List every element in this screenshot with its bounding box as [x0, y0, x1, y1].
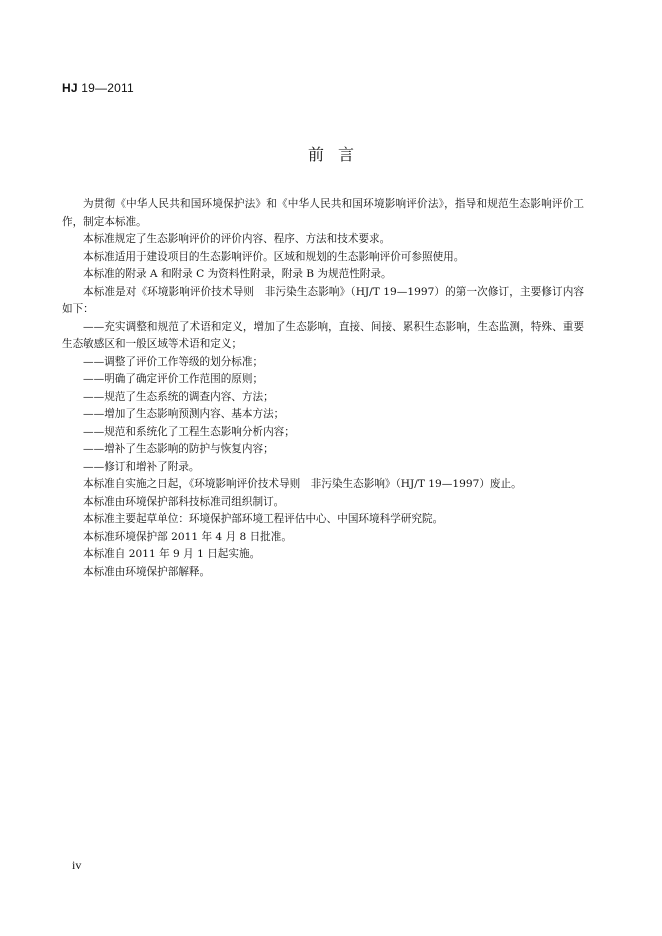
- paragraph-applicability: 本标准适用于建设项目的生态影响评价。区域和规划的生态影响评价可参照使用。: [83, 250, 465, 263]
- standard-code: HJ: [62, 81, 78, 95]
- revision-item: ——增加了生态影响预测内容、基本方法；: [83, 408, 285, 420]
- paragraph-supersedes: 本标准自实施之日起，《环境影响评价技术导则 非污染生态影响》（HJ/T 19—1997）废止。: [83, 478, 522, 490]
- paragraph-drafters: 本标准主要起草单位：环境保护部环境工程评估中心、中国环境科学研究院。: [83, 513, 444, 525]
- paragraph-appendices: 本标准的附录 A 和附录 C 为资料性附录，附录 B 为规范性附录。: [83, 268, 392, 280]
- revision-item: ——规范了生态系统的调查内容、方法；: [83, 390, 274, 403]
- paragraph-purpose: 为贯彻《中华人民共和国环境保护法》和《中华人民共和国环境影响评价法》，指导和规范生态影响评价工作，制定本标准。: [62, 198, 584, 228]
- foreword-body: [62, 196, 584, 581]
- paragraph-scope-content: 本标准规定了生态影响评价的评价内容、程序、方法和技术要求。: [83, 233, 391, 245]
- revision-item: ——明确了确定评价工作范围的原则；: [83, 373, 264, 385]
- revision-item: ——修订和增补了附录。: [83, 460, 200, 473]
- standard-number: 19—2011: [77, 81, 134, 95]
- revision-item: ——增补了生态影响的防护与恢复内容；: [83, 443, 274, 455]
- revision-item: ——规范和系统化了工程生态影响分析内容；: [83, 425, 295, 438]
- paragraph-approval-date: 本标准环境保护部 2011 年 4 月 8 日批准。: [83, 530, 292, 543]
- paragraph-interpretation: 本标准由环境保护部解释。: [83, 565, 211, 578]
- revision-item: ——调整了评价工作等级的划分标准；: [83, 355, 264, 368]
- paragraph-effective-date: 本标准自 2011 年 9 月 1 日起实施。: [83, 548, 261, 560]
- document-header: [62, 80, 134, 96]
- revision-item: ——充实调整和规范了术语和定义，增加了生态影响，直接、间接、累积生态影响，生态监测，特殊、重要生态敏感区和一般区域等术语和定义；: [62, 320, 584, 350]
- paragraph-organizer: 本标准由环境保护部科技标准司组织制订。: [83, 495, 285, 508]
- page-title: 前言: [307, 145, 368, 164]
- paragraph-revision-intro: 本标准是对《环境影响评价技术导则 非污染生态影响》（HJ/T 19—1997）的第一次修订，主要修订内容如下：: [62, 285, 584, 315]
- page-number: iv: [72, 858, 82, 872]
